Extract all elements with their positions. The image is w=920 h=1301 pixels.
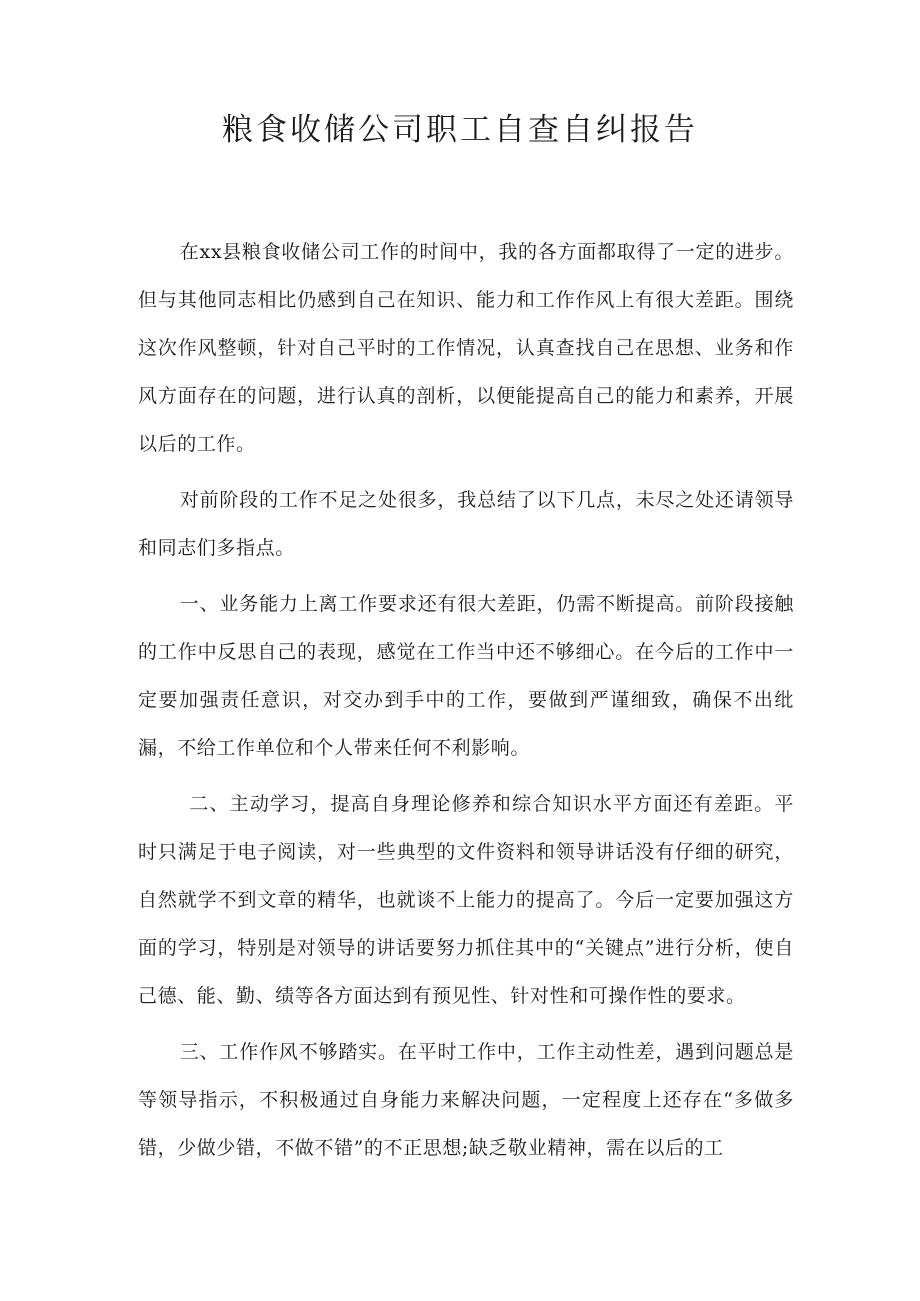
paragraph-point-1: 一、业务能力上离工作要求还有很大差距，仍需不断提高。前阶段接触的工作中反思自己的表现，感觉在工作当中还不够细心。在今后的工作中一定要加强责任意识，对交办到手中的工作，要做到严谨细致，确保不出纰漏，不给工作单位和个人带来任何不利影响。 <box>138 593 794 759</box>
paragraph-intro: 在xx县粮食收储公司工作的时间中，我的各方面都取得了一定的进步。但与其他同志相比仍感到自己在知识、能力和工作作风上有很大差距。围绕这次作风整顿，针对自己平时的工作情况，认真查找自己在思想、业务和作风方面存在的问题，进行认真的剖析，以便能提高自己的能力和素养，开展以后的工作。 <box>138 241 794 455</box>
paragraph-summary: 对前阶段的工作不足之处很多，我总结了以下几点，未尽之处还请领导和同志们多指点。 <box>138 489 794 559</box>
document-body <box>138 228 794 1180</box>
paragraph-point-3: 三、工作作风不够踏实。在平时工作中，工作主动性差，遇到问题总是等领导指示，不积极通过自身能力来解决问题，一定程度上还存在“多做多错，少做少错，不做不错”的不正思想;缺乏敬业精神，需在以后的工 <box>138 1041 794 1159</box>
document-title: 粮食收储公司职工自查自纠报告 <box>222 112 698 148</box>
paragraph-point-2: 二、主动学习，提高自身理论修养和综合知识水平方面还有差距。平时只满足于电子阅读，对一些典型的文件资料和领导讲话没有仔细的研究，自然就学不到文章的精华，也就谈不上能力的提高了。今后一定要加强这方面的学习，特别是对领导的讲话要努力抓住其中的“关键点”进行分析，使自己德、能、勤、绩等各方面达到有预见性、针对性和可操作性的要求。 <box>138 793 794 1007</box>
